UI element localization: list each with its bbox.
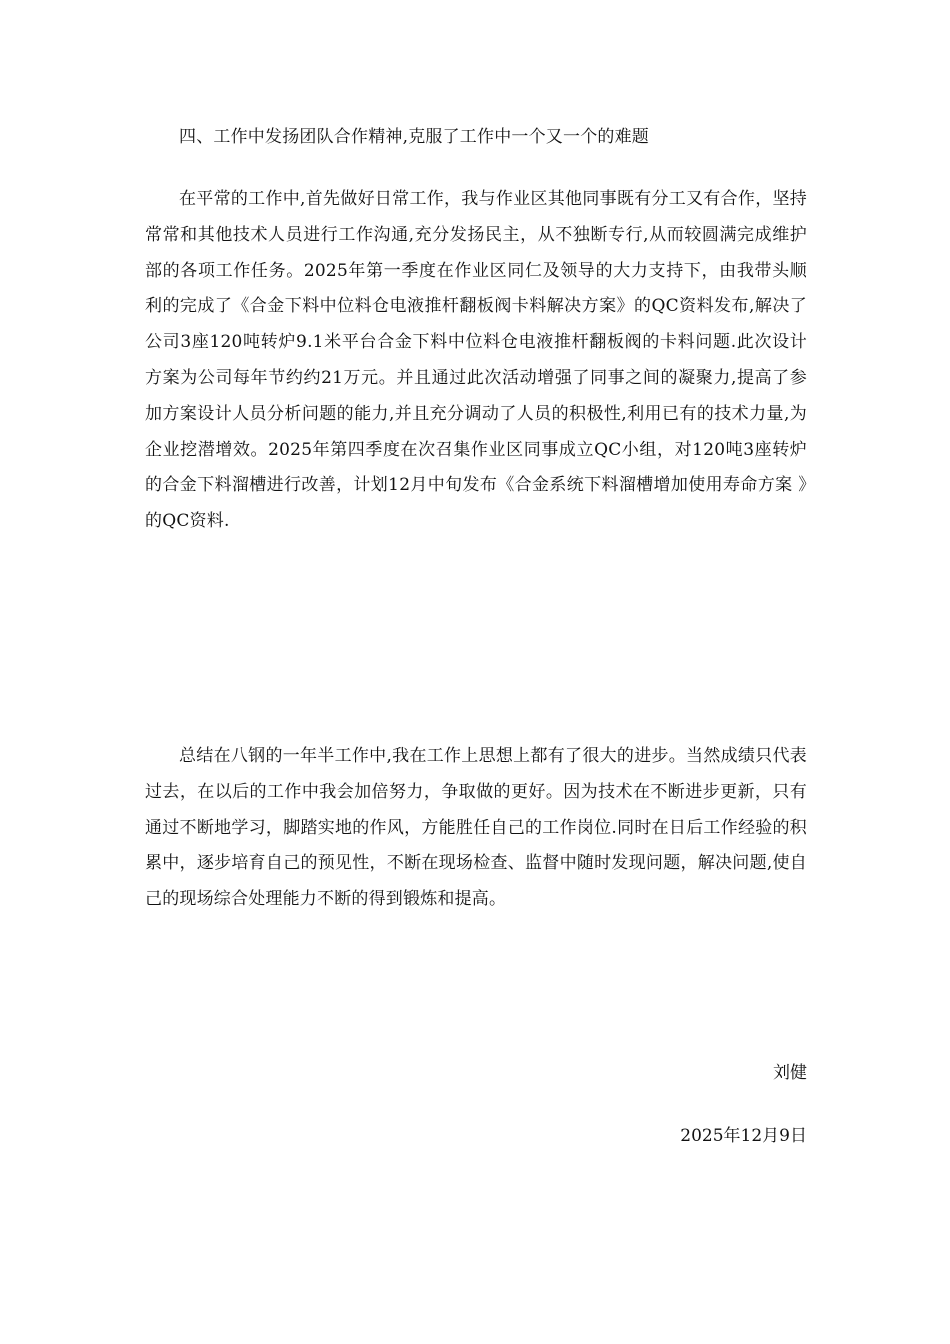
signature-name: 刘健 <box>773 1063 807 1083</box>
signature-date: 2025年12月9日 <box>680 1126 807 1146</box>
body-paragraph: 总结在八钢的一年半工作中,我在工作上思想上都有了很大的进步。当然成绩只代表过去，在以后的工作中我会加倍努力，争取做的更好。因为技术在不断进步更新，只有通过不断地学习，脚踏实地的作风，方能胜任自己的工作岗位.同时在日后工作经验的积累中，逐步培育自己的预见性，不断在现场检查、监督中随时发现问题，解决问题,使自己的现场综合处理能力不断的得到锻炼和提高。 <box>145 746 807 910</box>
section-heading: 四、工作中发扬团队合作精神,克服了工作中一个又一个的难题 <box>179 127 650 147</box>
body-paragraph: 在平常的工作中,首先做好日常工作，我与作业区其他同事既有分工又有合作，坚持常常和其他技术人员进行工作沟通,充分发扬民主，从不独断专行,从而较圆满完成维护部的各项工作任务。2025年第一季度在作业区同仁及领导的大力支持下，由我带头顺利的完成了《合金下料中位料仓电液推杆翻板阀卡料解决方案》的QC资料发布,解决了公司3座120吨转炉9.1米平台合金下料中位料仓电液推杆翻板阀的卡料问题.此次设计方案为公司每年节约约21万元。并且通过此次活动增强了同事之间的凝聚力,提高了参加方案设计人员分析问题的能力,并且充分调动了人员的积极性,利用已有的技术力量,为企业挖潜增效。2025年第四季度在次召集作业区同事成立QC小组，对120吨3座转炉的合金下料溜槽进行改善，计划12月中旬发布《合金系统下料溜槽增加使用寿命方案 》的QC资料. <box>145 189 807 532</box>
